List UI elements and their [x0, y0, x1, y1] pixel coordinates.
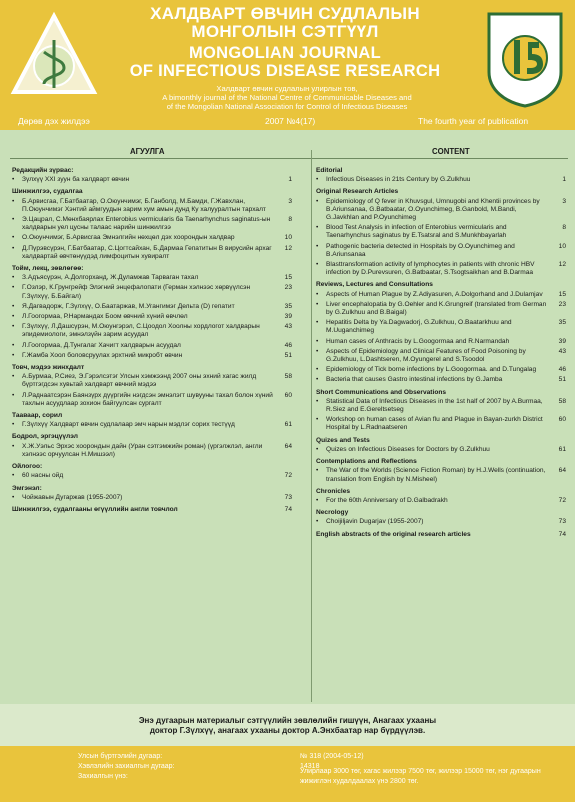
left-section-editorial: Редакцийн зүрвас: [12, 167, 74, 174]
meta-right: The fourth year of publication [418, 116, 529, 126]
left-toc-heading: АГУУЛГА [130, 147, 165, 156]
footer-price-note: Улирлаар 3000 төг, хагас жилээр 7500 төг, жилээр 15000 төг, нэг дугаарын жижиглэн худалдаалах үнэ 2800 төг. [300, 768, 541, 785]
right-toc: Editorial • Infectious Diseases in 21ts Century by G.Zulkhuu 1 Original Research Articles • Epidemiology of Q fever in Khuvsgul, Umnugobi and Khentii provinces by B.Ariunsanaa, G.Batbaatar, O.Oyunchimeg, B.Ganbold, M.Bandi, G.Javkhlan and P.Oyunchimeg 3 • Blood Test Analysis in infection of Enterobius vermicularis and Taenarhynchus saginatus by E.Tsatsral and S.Munkhbayarlah 8 • Pathogenic bacteria detected in Hospitals by O.Oyunchimeg and B.Ariunsanaa 10 • Blasttransformation activity of lymphocytes in patients with chronic HBV infection by D.Purevsuren, G.Batbaatar, S.Tsogtsaikhan and B.Darmaa 12 Reviews, Lectures and Consultations • Aspects of Human Plague by Z.Adiyasuren, A.Dolgorhand and J.Dulamjav 15 • Liver encephalopatia by G.Oehler and K.Grungreif (translated from German by G.Zulkhuu and B.Baigal) 23 • Hepatitis Delta by Ya.Dagwadorj, G.Zulkhuu, O.Baatarkhuu and M.Uuganchimeg 35 • Human cases of Anthracis by L.Googormaa and R.Narmandah 39 • Aspects of Epidemiology and Clinical Features of Food Poisoning by G.Zulkhuu, L.Dashtseren, M.Oyungerel and S.Tsoodol 43 • Epidemiology of Tick borne infections by L.Googormaa. and D.Tungalag 46 • Bacteria that causes Gastro intestinal infections by G.Jamba 51 Short Communications and Observations • Statistical Data of Infectious Diseases in the 1st half of 2007 by A.Burmaa, R.Siez and E.Gereltsetseg 58 • Workshop on human cases of Avian flu and Plague in Bayan-zurkh District Hospital by L.Radnaatseren 60 Quizes and Tests • Quizes on Infectious Diseases for Doctors by G.Zulkhuu 61 Contemplations and Reflections • The War of the Worlds (Science Fiction Roman) by H.J.Wells (continuation, translation from English by N.Misheel) 64 Chronicles • For the 60th Anniversary of D.Galbadrakh 72 Necrology • Choijiljavin Dugarjav (1955-2007) 73 English abstracts of the original research articles 74 [316, 167, 566, 538]
subtitle-line-1: Халдварт өвчин судлалын улирлын тов, [216, 84, 358, 93]
subtitle-line-2: A bimonthly journal of the National Centre of Communicable Diseases and [162, 93, 412, 102]
footer-labels: Улсын бүртгэлийн дугаар: Хэвлэлийн захиалгын дугаар: Захиалгын үнэ: [78, 753, 175, 780]
caduceus-logo [8, 10, 100, 102]
association-logo [483, 8, 567, 108]
right-toc-heading: CONTENT [432, 147, 470, 156]
left-toc: Редакцийн зүрвас: • Зүлхүү XXI зуун ба халдварт өвчин 1 Шинжилгээ, судалгаа • Б.Арвисгаа, Г.Батбаатар, О.Оюунчимэг, Б.Ганболд, М.Бамди, Г.Жавхлан, П.Оюунчимэг Хэнтий аймгуудын зарим хум амын дунд Ку халууралтын тархалт 3 • Э.Цацрал, С.Мөнхбаярлах Enterobius vermicularis ба Taenarhynchus saginatus-ын халдварын уел цусны талаас нарийн шинжилгээ 8 • О.Оюунчимэг, Б.Арвисгаа Эмнэлгийн нөхцөл дэх хоорондын халдвар 10 • Д.Пүрэвсүрэн, Г.Батбаатар, С.Цогтсайхан, Б.Дармаа Гепатитын В вирусийн архаг халдвартай өвчтөнүүдэд лимфоцитын хувиралт 12 Тойм, лекц, зөвлөгөө: • З.Адъясүрэн, А.Долгорханд, Ж.Дуламжав Тарваган тахал 15 • Г.Озлэр, К.Грунгрейф Элэгний энцефалопати (Герман хэлнээс хөрвүүлсэн Г.Зүлхүү, Б.Байгал) 23 • Я.Дагвадорж, Г.Зүлхүү, О.Баатаржав, М.Угангимэг Дельта (D) гепатит 35 • Л.Гоогормаа, Р.Нармандах Боом өвчний хүний өвчлөл 39 • Г.Зүлхүү, Л.Дашсүрэн, М.Оюунгэрэл, С.Цоодол Хоолны хордлогот халдварын эпидемиологи, эмнэлзүйн зарим асуудал 43 • Л.Гоогормаа, Д.Тунгалаг Хачигт халдварын асуудал 46 • Г.Жамба Хоол боловсруулах эрхтний микробт өвчин 51 Товч, мэдээ жинхдалт • А.Бурмаа, Р.Сиез, Э.Гэрэлсэтэг Улсын хэмжээнд 2007 оны эхний хагас жилд бүртгэгдсэн хувьтай халдварт өвчний мэдээ 58 • Л.Раднаатсэрэн Баянзүрх дүүргийн нэгдсэн эмнэлэгт шувууны тахал болон хүний тахлын асуудлаар зохион байгуулсан сургалт 60 Тааваар, сорил • Г.Зүлхүү Халдварт өвчин судлалаар эмч нарын мэдлэг сорих тестүүд 61 Бодрол, эргэцүүлэл • Х.Ж.Уэльс Эрхэс хоорондын дайн (Уран сэтгэмжийн роман) (үргэлжлэл, англи хэлнээс орчуулсан Н.Мишээл) 64 Ойлогоо: • 60 насны ойд 72 Эмгэнэл: • Чойжавын Дугаржав (1955-2007) 73 Шинжилгээ, судалгааны өгүүллийн англи товчлол 74 [12, 167, 292, 513]
subtitle-line-3: of the Mongolian National Association for Control of Infectious Diseases [166, 102, 408, 111]
column-divider [311, 150, 312, 702]
mn-title-line-1: ХАЛДВАРТ ӨВЧИН СУДЛАЛЫН [150, 4, 420, 23]
meta-left: Дөрөв дэх жилдээ [18, 116, 90, 126]
footer-values: № 318 (2004-05-12) 14318 [300, 753, 364, 770]
meta-center: 2007 №4(17) [265, 116, 316, 126]
toc-top-rule [10, 158, 568, 159]
en-title-line-1: MONGOLIAN JOURNAL [188, 44, 382, 62]
en-title-line-2: OF INFECTIOUS DISEASE RESEARCH [129, 62, 441, 80]
mn-title-line-2: МОНГОЛЫН СЭТГҮҮЛ [191, 22, 379, 41]
left-item: Зүлхүү XXI зуун ба халдварт өвчин [22, 176, 130, 184]
journal-header [0, 0, 575, 130]
footer-notice-line-1: Энэ дугаарын материалыг сэтгүүлийн зөвлөлийн гишүүн, Анагаах ухааны [138, 716, 437, 725]
footer-notice-line-2: доктор Г.Зүлхүү, анагаах ухааны доктор А.Энхбаатар нар бүрдүүлэв. [149, 726, 426, 735]
